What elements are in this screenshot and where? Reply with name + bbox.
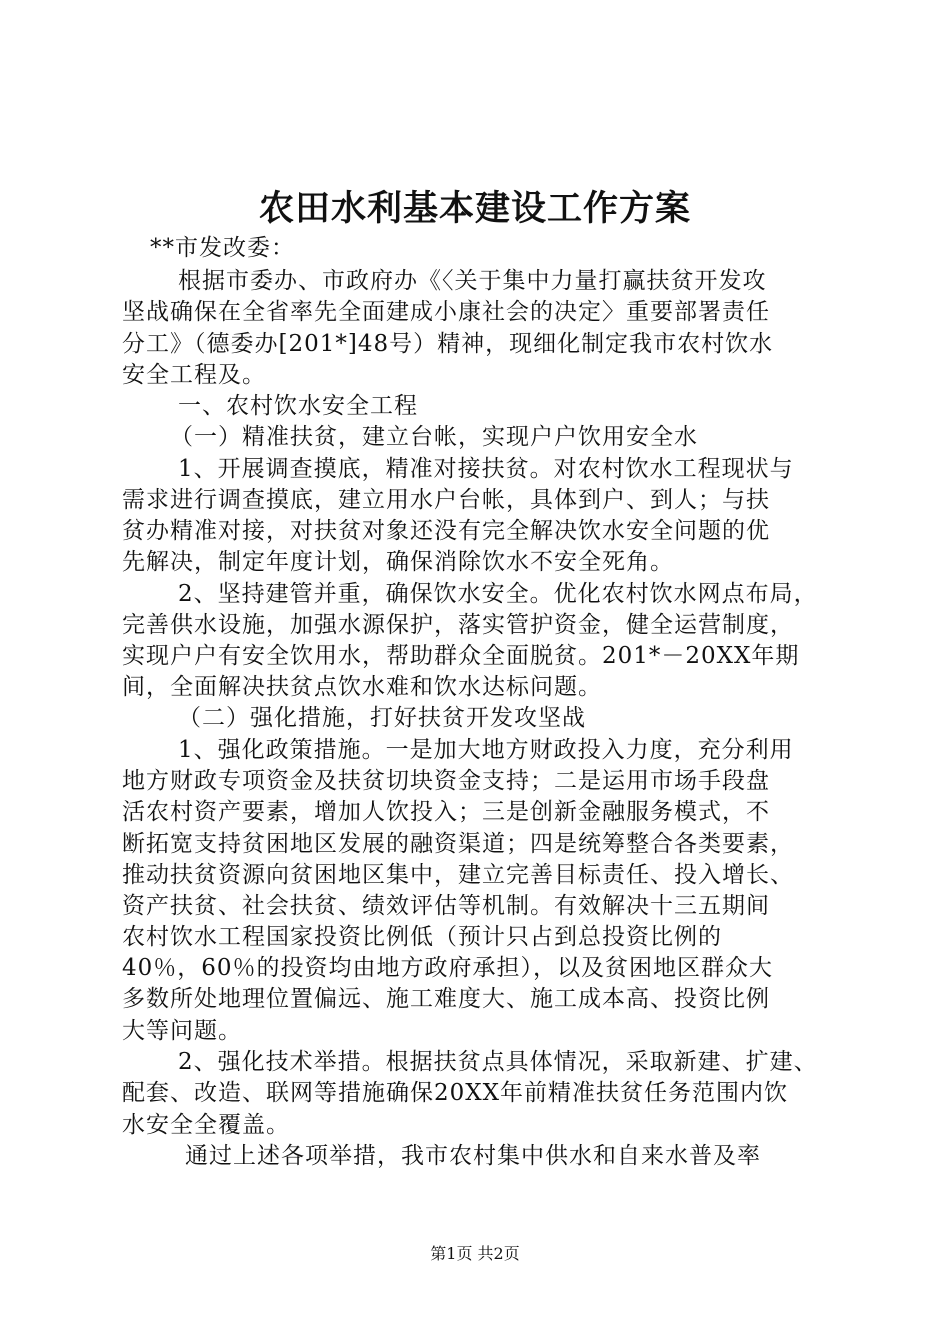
paragraph-line: 大等问题。 — [122, 1018, 242, 1044]
paragraph-line: 坚战确保在全省率先全面建成小康社会的决定〉重要部署责任 — [122, 299, 770, 325]
paragraph-line: 通过上述各项举措，我市农村集中供水和自来水普及率 — [185, 1143, 761, 1169]
subsection-heading: （二）强化措施，打好扶贫开发攻坚战 — [178, 705, 586, 731]
paragraph-line: 实现户户有安全饮用水，帮助群众全面脱贫。201*－20XX年期 — [122, 643, 800, 669]
paragraph-line: 安全工程及。 — [122, 362, 266, 388]
paragraph-line: 完善供水设施，加强水源保护，落实管护资金，健全运营制度， — [122, 612, 794, 638]
paragraph-line: 资产扶贫、社会扶贫、绩效评估等机制。有效解决十三五期间 — [122, 893, 770, 919]
paragraph-line: 根据市委办、市政府办《〈关于集中力量打赢扶贫开发攻 — [178, 268, 767, 294]
paragraph-line: 配套、改造、联网等措施确保20XX年前精准扶贫任务范围内饮 — [122, 1080, 789, 1106]
paragraph-line: 2、强化技术举措。根据扶贫点具体情况，采取新建、扩建、 — [178, 1049, 818, 1075]
paragraph-line: 间，全面解决扶贫点饮水难和饮水达标问题。 — [122, 674, 602, 700]
paragraph-line: 推动扶贫资源向贫困地区集中，建立完善目标责任、投入增长、 — [122, 862, 794, 888]
paragraph-line: 地方财政专项资金及扶贫切块资金支持；二是运用市场手段盘 — [122, 768, 770, 794]
paragraph-line: 贫办精准对接，对扶贫对象还没有完全解决饮水安全问题的优 — [122, 518, 770, 544]
paragraph-line: 1、开展调查摸底，精准对接扶贫。对农村饮水工程现状与 — [178, 456, 794, 482]
paragraph-line: 2、坚持建管并重，确保饮水安全。优化农村饮水网点布局， — [178, 581, 818, 607]
paragraph-line: 活农村资产要素，增加人饮投入；三是创新金融服务模式，不 — [122, 799, 770, 825]
paragraph-line: 先解决，制定年度计划，确保消除饮水不安全死角。 — [122, 549, 674, 575]
section-heading: 一、农村饮水安全工程 — [178, 393, 418, 419]
page-footer: 第1页 共2页 — [430, 1244, 520, 1263]
paragraph-line: 1、强化政策措施。一是加大地方财政投入力度，充分利用 — [178, 737, 794, 763]
subsection-heading: （一）精准扶贫，建立台帐，实现户户饮用安全水 — [170, 424, 698, 450]
paragraph-line: 40％，60％的投资均由地方政府承担），以及贫困地区群众大 — [122, 955, 774, 981]
paragraph-line: 水安全全覆盖。 — [122, 1112, 290, 1138]
page-title: 农田水利基本建设工作方案 — [258, 188, 691, 229]
paragraph-line: 农村饮水工程国家投资比例低（预计只占到总投资比例的 — [122, 924, 722, 950]
paragraph-line: 断拓宽支持贫困地区发展的融资渠道；四是统筹整合各类要素， — [122, 831, 794, 857]
paragraph-line: 多数所处地理位置偏远、施工难度大、施工成本高、投资比例 — [122, 986, 770, 1012]
salutation: **市发改委： — [150, 235, 295, 261]
paragraph-line: 分工》（德委办[201*]48号）精神，现细化制定我市农村饮水 — [122, 331, 774, 357]
paragraph-line: 需求进行调查摸底，建立用水户台帐，具体到户、到人；与扶 — [122, 487, 770, 513]
